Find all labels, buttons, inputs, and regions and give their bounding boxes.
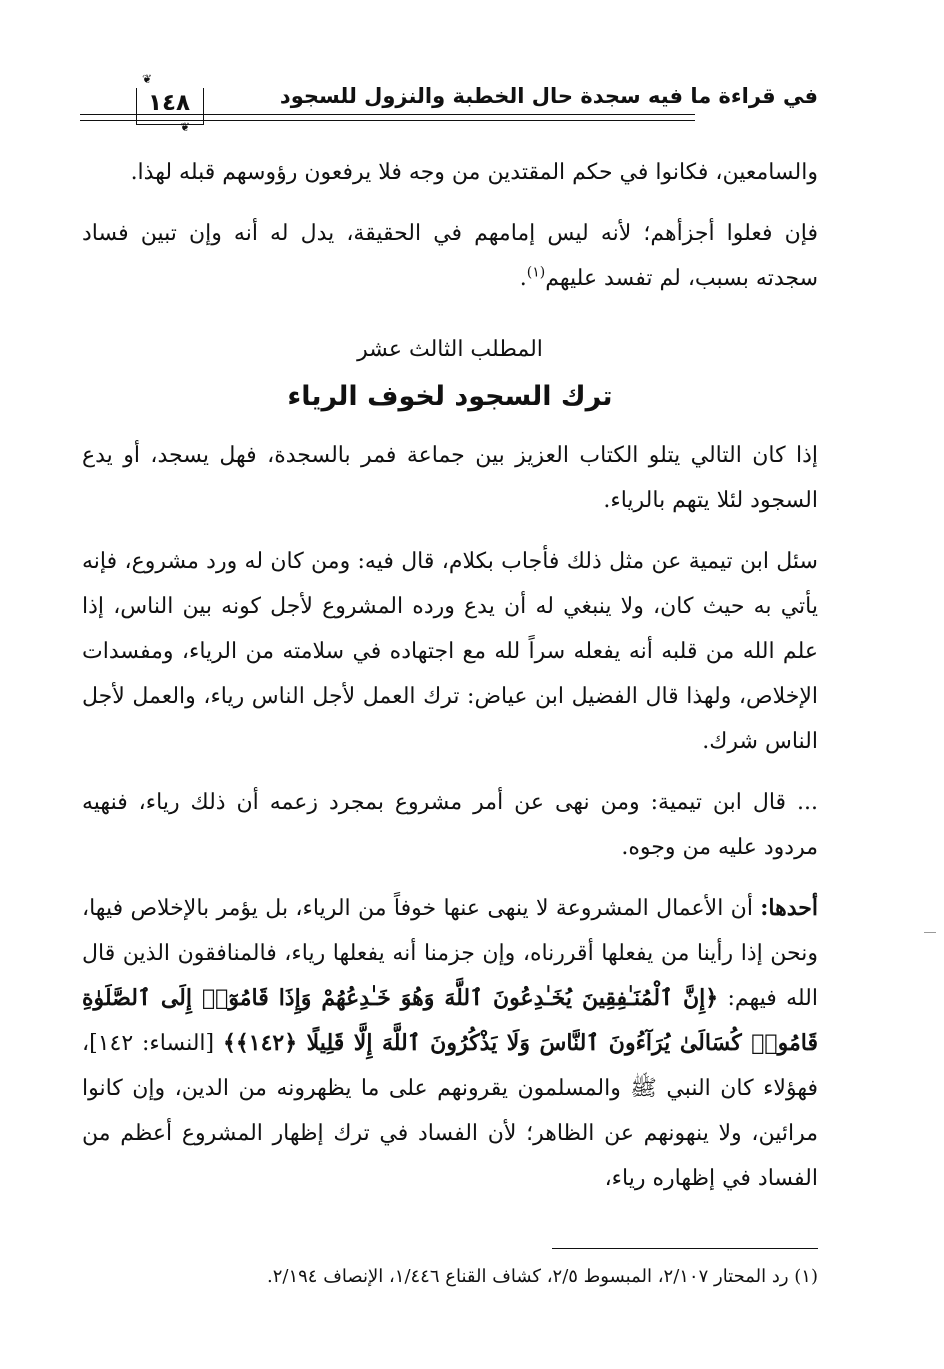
paragraph-1: والسامعين، فكانوا في حكم المقتدين من وجه فلا يرفعون رؤوسهم قبله لهذا. [130,160,818,185]
paragraph-6-lead: أحدها: [760,895,818,921]
verse-citation: [النساء: ١٤٢]، [82,1031,215,1056]
margin-mark [924,932,936,933]
flourish-icon: ❦ [180,120,191,134]
paragraph-5: ... قال ابن تيمية: ومن نهى عن أمر مشروع بمجرد زعمه أن ذلك رياء، فنهيه مردود عليه من وجوه. [82,790,818,860]
page-number: ١٤٨ [147,90,191,116]
flourish-icon: ❦ [142,72,153,86]
running-header [80,66,818,134]
paragraph-6-text: أن الأعمال المشروعة لا ينهى عنها خوفاً من الرياء، بل يؤمر بالإخلاص فيها، ونحن إذا رأينا من يفعلها أقررناه، وإن جزمنا أنه يفعلها رياء، فالمنافقون الذين قال الله فيهم: [82,896,818,1011]
footnote-1: (١) رد المحتار ٢/١٠٧، المبسوط ٢/٥، كشاف القناع ١/٤٤٦، الإنصاف ٢/١٩٤. [267,1266,818,1287]
footnote-ref[interactable]: (١) [526,264,546,281]
paragraph-3: إذا كان التالي يتلو الكتاب العزيز بين جماعة فمر بالسجدة، فهل يسجد، أو يدع السجود لئلا يتهم بالرياء. [82,443,818,513]
section-number: المطلب الثالث عشر [357,337,543,362]
paragraph-2-text: فإن فعلوا أجزأهم؛ لأنه ليس إمامهم في الحقيقة، يدل له أنه وإن تبين فساد سجدته بسبب، لم تفسد عليهم [82,221,818,291]
footnote-separator [552,1248,818,1249]
header-title: في قراءة ما فيه سجدة حال الخطبة والنزول للسجود [279,84,818,108]
paragraph-6-rest: فهؤلاء كان النبي ﷺ والمسلمون يقرونهم على ما يظهرونه من الدين، وإن كانوا مرائين، ولا ينهونهم عن الظاهر؛ لأن الفساد في ترك إظهار المشروع أعظم من الفساد في إظهاره رياء، [82,1076,818,1191]
quran-verse: ﴿إِنَّ ٱلْمُنَـٰفِقِينَ يُخَـٰدِعُونَ ٱللَّهَ وَهُوَ خَـٰدِعُهُمْ وَإِذَا قَامُوٓا۟ إِلَى ٱلصَّلَوٰةِ قَامُوا۟ كُسَالَىٰ يُرَآءُونَ ٱلنَّاسَ وَلَا يَذْكُرُونَ ٱللَّهَ إِلَّا قَلِيلًا ﴿١٤٢﴾﴾ [82,985,818,1056]
paragraph-6 [82,886,818,1201]
section-title: ترك السجود لخوف الرياء [287,381,613,412]
paragraph-2-end: . [519,266,527,291]
paragraph-2 [82,211,818,301]
body-text [82,150,818,1217]
header-rule-left-top [110,114,132,115]
header-rule-left-bottom [110,120,132,121]
paragraph-4: سئل ابن تيمية عن مثل ذلك فأجاب بكلام، قال فيه: ومن كان له ورد مشروع، فإنه يأتي به حيث كان، ولا ينبغي له أن يدع ورده المشروع لأجل كونه بين الناس، إذا علم الله من قلبه أنه يفعله سراً لله مع اجتهاده في سلامته من الرياء، ومفسدات الإخلاص، ولهذا قال الفضيل ابن عياض: ترك العمل لأجل الناس رياء، والعمل لأجل الناس شرك. [82,549,818,754]
